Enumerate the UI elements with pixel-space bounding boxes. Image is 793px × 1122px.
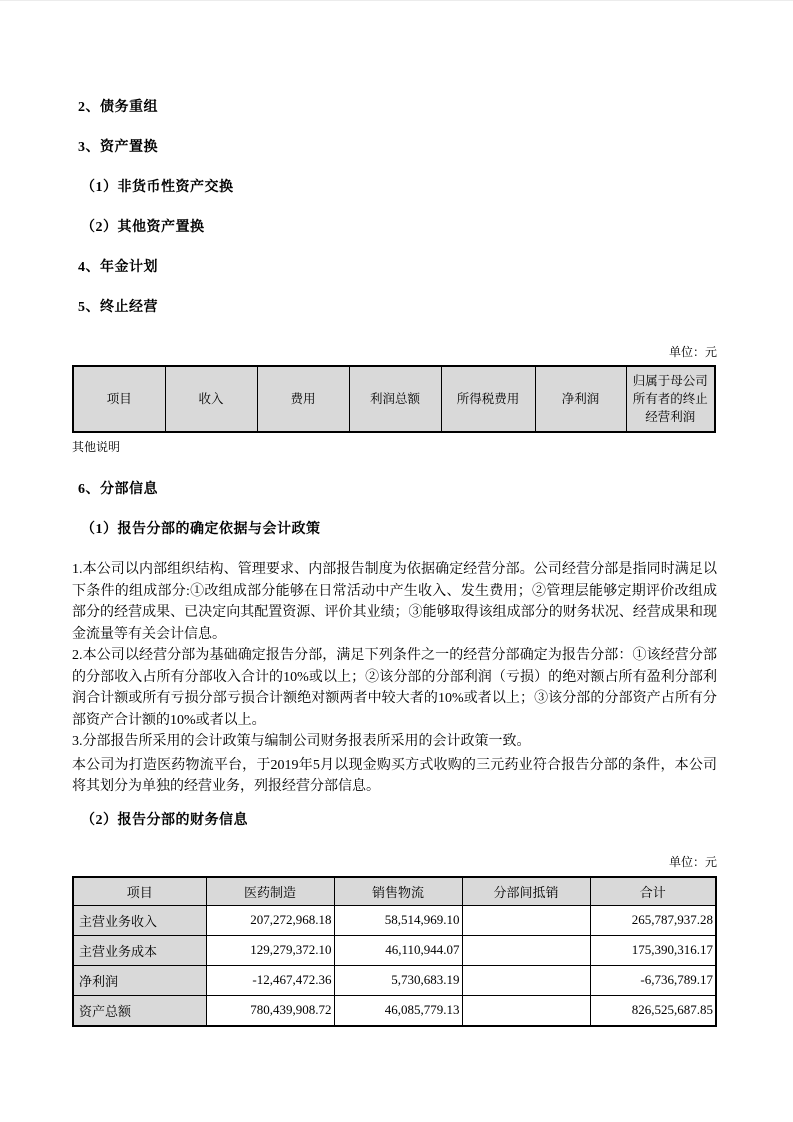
paragraph-segment-definition: 1.本公司以内部组织结构、管理要求、内部报告制度为依据确定经营分部。公司经营分部是指同时满足以下条件的组成部分:①改组成部分能够在日常活动中产生收入、发生费用；②管理层能够定期评价改组成部分的经营成果、已决定向其配置资源、评价其业绩；③能够取得该组成部分的财务状况、经营成果和现金流量等有关会计信息。 — [72, 562, 717, 642]
cell-value — [462, 965, 590, 995]
discontinued-operations-table — [72, 365, 716, 433]
column-header-item: 项目 — [73, 366, 165, 432]
cell-value: 265,787,937.28 — [590, 905, 716, 935]
table-header-row — [73, 366, 715, 432]
cell-value: 129,279,372.10 — [206, 935, 334, 965]
cell-value: 175,390,316.17 — [590, 935, 716, 965]
table-row-net-profit — [73, 965, 716, 995]
heading-debt-restructuring: 2、债务重组 — [78, 100, 158, 115]
paragraph-accounting-policy: 3.分部报告所采用的会计政策与编制公司财务报表所采用的会计政策一致。 — [72, 734, 531, 749]
cell-value: 46,085,779.13 — [334, 995, 462, 1026]
cell-value: 207,272,968.18 — [206, 905, 334, 935]
unit-label-discontinued-table: 单位：元 — [668, 345, 717, 359]
table-row-main-cost — [73, 935, 716, 965]
row-label: 主营业务收入 — [73, 905, 206, 935]
other-note-label: 其他说明 — [72, 440, 121, 454]
table-row-main-revenue — [73, 905, 716, 935]
column-header-total-profit: 利润总额 — [349, 366, 441, 432]
column-header-sales-logistics: 销售物流 — [334, 877, 462, 906]
cell-value — [462, 935, 590, 965]
heading-segment-basis: （1）报告分部的确定依据与会计政策 — [81, 522, 321, 537]
column-header-expense: 费用 — [257, 366, 349, 432]
heading-discontinued-operation: 5、终止经营 — [78, 300, 158, 315]
column-header-inter-segment-elimination: 分部间抵销 — [462, 877, 590, 906]
page-content — [0, 100, 793, 1027]
cell-value: -12,467,472.36 — [206, 965, 334, 995]
column-header-net-profit: 净利润 — [535, 366, 626, 432]
row-label: 主营业务成本 — [73, 935, 206, 965]
column-header-total: 合计 — [590, 877, 716, 906]
column-header-revenue: 收入 — [165, 366, 257, 432]
segment-policy-paragraphs — [72, 559, 717, 798]
cell-value — [462, 905, 590, 935]
cell-value: 58,514,969.10 — [334, 905, 462, 935]
column-header-parent-attributable: 归属于母公司所有者的终止经营利润 — [626, 366, 715, 432]
cell-value: 46,110,944.07 — [334, 935, 462, 965]
cell-value: 780,439,908.72 — [206, 995, 334, 1026]
column-header-item: 项目 — [73, 877, 206, 906]
table-header-row — [73, 877, 716, 906]
heading-segment-info: 6、分部信息 — [78, 482, 158, 497]
row-label: 资产总额 — [73, 995, 206, 1026]
paragraph-sanyuan-acquisition: 本公司为打造医药物流平台，于2019年5月以现金购买方式收购的三元药业符合报告分部的条件，本公司将其划分为单独的经营业务，列报经营分部信息。 — [72, 757, 717, 794]
table-row-total-assets — [73, 995, 716, 1026]
unit-label-segment-table: 单位：元 — [668, 854, 717, 869]
heading-asset-swap: 3、资产置换 — [78, 140, 158, 155]
paragraph-reporting-segment-criteria: 2.本公司以经营分部为基础确定报告分部，满足下列条件之一的经营分部确定为报告分部：①该经营分部的分部收入占所有分部收入合计的10%或以上；②该分部的分部利润（亏损）的绝对额占所有盈利分部利润合计额或所有亏损分部亏损合计额绝对额两者中较大者的10%或者以上；③该分部的分部资产占所有分部资产合计额的10%或者以上。 — [72, 648, 717, 728]
segment-financial-table — [72, 876, 717, 1027]
cell-value: 826,525,687.85 — [590, 995, 716, 1026]
cell-value — [462, 995, 590, 1026]
cell-value: -6,736,789.17 — [590, 965, 716, 995]
heading-non-monetary-exchange: （1）非货币性资产交换 — [81, 180, 234, 195]
column-header-income-tax: 所得税费用 — [441, 366, 535, 432]
heading-segment-financial: （2）报告分部的财务信息 — [81, 812, 248, 828]
heading-annuity-plan: 4、年金计划 — [78, 260, 158, 275]
cell-value: 5,730,683.19 — [334, 965, 462, 995]
row-label: 净利润 — [73, 965, 206, 995]
column-header-pharma-manufacturing: 医药制造 — [206, 877, 334, 906]
heading-other-asset-swap: （2）其他资产置换 — [81, 220, 205, 235]
